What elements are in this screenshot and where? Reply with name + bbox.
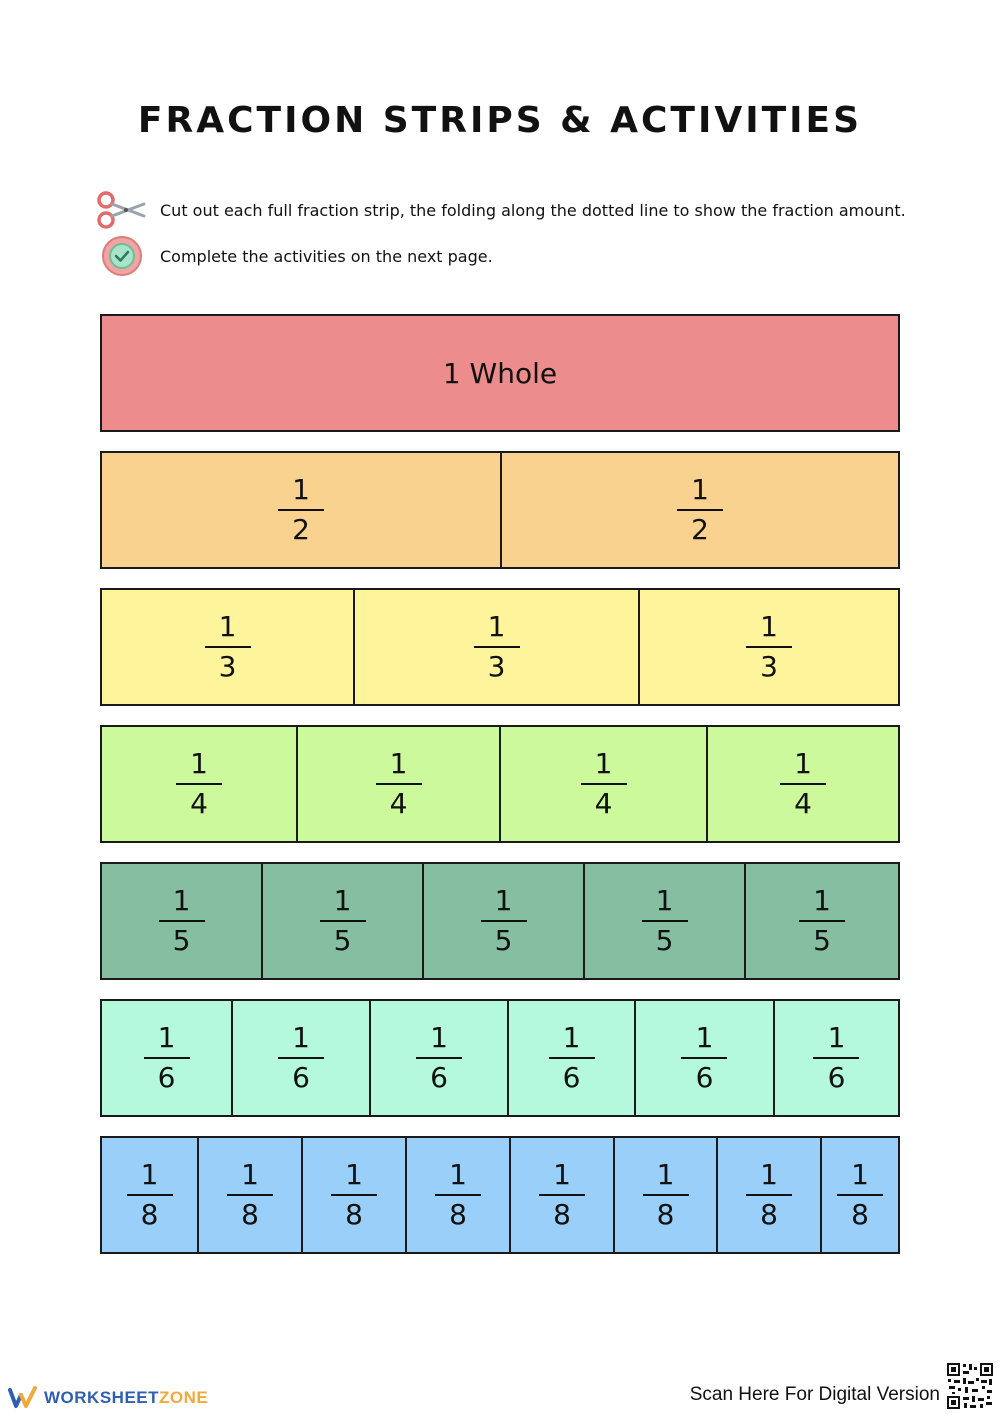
fraction-cell <box>102 1001 231 1115</box>
instruction-cut <box>94 188 906 232</box>
fraction-cell <box>102 727 296 841</box>
fraction-cell <box>716 1138 820 1252</box>
fraction-denominator: 8 <box>553 1198 571 1231</box>
fraction-numerator: 1 <box>813 884 831 917</box>
fraction-numerator: 1 <box>655 884 674 917</box>
fraction-cell <box>296 727 499 841</box>
fraction-denominator: 8 <box>760 1198 778 1231</box>
fraction-cell <box>706 727 898 841</box>
fraction-bar <box>799 920 845 922</box>
fraction-cell <box>613 1138 716 1252</box>
fraction-numerator: 1 <box>494 884 513 917</box>
check-circle-icon <box>94 234 150 278</box>
fraction-bar <box>746 646 792 648</box>
worksheet-zone-logo <box>8 1384 208 1412</box>
fraction-numerator: 1 <box>553 1158 571 1191</box>
fraction-cell <box>405 1138 509 1252</box>
fraction-numerator: 1 <box>594 747 613 780</box>
fraction-denominator: 5 <box>333 924 352 957</box>
fraction-bar <box>205 646 251 648</box>
fraction-bar <box>837 1194 883 1196</box>
fraction-bar <box>176 783 222 785</box>
fraction-bar <box>581 783 627 785</box>
strip-sixths <box>100 999 900 1117</box>
fraction-cell <box>197 1138 301 1252</box>
fraction-numerator: 1 <box>656 1158 675 1191</box>
strip-eighths <box>100 1136 900 1254</box>
strip-thirds <box>100 588 900 706</box>
fraction-numerator: 1 <box>345 1158 363 1191</box>
fraction-denominator: 5 <box>494 924 513 957</box>
brand-name <box>44 1388 208 1408</box>
fraction-bar <box>227 1194 273 1196</box>
fraction-numerator: 1 <box>218 610 237 643</box>
fraction-denominator: 8 <box>851 1198 869 1231</box>
fraction-cell <box>102 864 261 978</box>
fraction-numerator: 1 <box>292 1021 310 1054</box>
fraction-denominator: 8 <box>140 1198 159 1231</box>
logo-mark-icon <box>8 1386 38 1410</box>
fraction-denominator: 6 <box>827 1061 846 1094</box>
fraction-denominator: 8 <box>656 1198 675 1231</box>
strip-fourths <box>100 725 900 843</box>
fraction-numerator: 1 <box>851 1158 869 1191</box>
fraction-bar <box>642 920 688 922</box>
fraction-numerator: 1 <box>292 473 310 506</box>
fraction-numerator: 1 <box>430 1021 448 1054</box>
fraction-numerator: 1 <box>691 473 709 506</box>
fraction-numerator: 1 <box>157 1021 176 1054</box>
fraction-cell <box>634 1001 773 1115</box>
fraction-cell <box>353 590 638 704</box>
brand-part-1: WORKSHEET <box>44 1388 159 1407</box>
fraction-numerator: 1 <box>760 1158 778 1191</box>
fraction-numerator: 1 <box>190 747 208 780</box>
fraction-numerator: 1 <box>487 610 506 643</box>
fraction-denominator: 3 <box>218 650 237 683</box>
fraction-bar <box>481 920 527 922</box>
fraction-bar <box>416 1057 462 1059</box>
fraction-denominator: 3 <box>487 650 506 683</box>
fraction-cell <box>773 1001 898 1115</box>
instruction-complete <box>94 234 493 278</box>
fraction-cell <box>231 1001 369 1115</box>
fraction-bar <box>278 509 324 511</box>
whole-strip: 1 Whole <box>100 314 900 432</box>
fraction-cell <box>638 590 898 704</box>
fraction-denominator: 5 <box>813 924 831 957</box>
fraction-denominator: 6 <box>292 1061 310 1094</box>
fraction-bar <box>474 646 520 648</box>
fraction-bar <box>278 1057 324 1059</box>
fraction-denominator: 3 <box>760 650 778 683</box>
fraction-bar <box>813 1057 859 1059</box>
fraction-denominator: 4 <box>389 787 408 820</box>
fraction-cell <box>261 864 422 978</box>
page-title: FRACTION STRIPS & ACTIVITIES <box>137 100 863 141</box>
fraction-bar <box>643 1194 689 1196</box>
fraction-denominator: 5 <box>655 924 674 957</box>
fraction-cell <box>369 1001 507 1115</box>
fraction-numerator: 1 <box>760 610 778 643</box>
fraction-denominator: 4 <box>794 787 812 820</box>
fraction-cell <box>500 453 898 567</box>
fraction-denominator: 8 <box>345 1198 363 1231</box>
fraction-bar <box>681 1057 727 1059</box>
fraction-denominator: 4 <box>594 787 613 820</box>
fraction-cell <box>499 727 706 841</box>
brand-part-2: ZONE <box>159 1388 209 1407</box>
fraction-bar <box>746 1194 792 1196</box>
fraction-denominator: 5 <box>172 924 191 957</box>
fraction-denominator: 6 <box>430 1061 448 1094</box>
fraction-numerator: 1 <box>562 1021 581 1054</box>
strip-halves <box>100 451 900 569</box>
fraction-numerator: 1 <box>140 1158 159 1191</box>
fraction-bar <box>677 509 723 511</box>
fraction-cell <box>301 1138 405 1252</box>
fraction-cell <box>102 1138 197 1252</box>
fraction-denominator: 8 <box>241 1198 259 1231</box>
fraction-cell <box>102 453 500 567</box>
fraction-bar <box>331 1194 377 1196</box>
fraction-bar <box>435 1194 481 1196</box>
fraction-denominator: 6 <box>695 1061 714 1094</box>
fraction-bar <box>144 1057 190 1059</box>
fraction-cell <box>102 590 353 704</box>
scissors-icon <box>94 188 150 232</box>
fraction-bar <box>539 1194 585 1196</box>
fraction-denominator: 6 <box>562 1061 581 1094</box>
fraction-denominator: 2 <box>691 513 709 546</box>
fraction-denominator: 2 <box>292 513 310 546</box>
fraction-cell <box>509 1138 613 1252</box>
fraction-cell <box>583 864 744 978</box>
fraction-cell <box>744 864 898 978</box>
fraction-bar <box>780 783 826 785</box>
scan-text: Scan Here For Digital Version <box>689 1384 940 1405</box>
fraction-denominator: 6 <box>157 1061 176 1094</box>
fraction-numerator: 1 <box>333 884 352 917</box>
fraction-denominator: 4 <box>190 787 208 820</box>
fraction-numerator: 1 <box>794 747 812 780</box>
fraction-numerator: 1 <box>827 1021 846 1054</box>
fraction-numerator: 1 <box>389 747 408 780</box>
instruction-text: Complete the activities on the next page. <box>160 246 493 266</box>
fraction-cell <box>422 864 583 978</box>
fraction-numerator: 1 <box>172 884 191 917</box>
fraction-numerator: 1 <box>695 1021 714 1054</box>
fraction-bar <box>159 920 205 922</box>
strip-fifths <box>100 862 900 980</box>
instruction-text: Cut out each full fraction strip, the folding along the dotted line to show the fraction amount. <box>160 200 906 220</box>
fraction-cell <box>507 1001 634 1115</box>
fraction-cell <box>820 1138 898 1252</box>
fraction-bar <box>320 920 366 922</box>
fraction-bar <box>376 783 422 785</box>
fraction-numerator: 1 <box>241 1158 259 1191</box>
qr-code-icon[interactable] <box>946 1362 994 1410</box>
fraction-denominator: 8 <box>449 1198 467 1231</box>
fraction-bar <box>549 1057 595 1059</box>
fraction-bar <box>127 1194 173 1196</box>
fraction-numerator: 1 <box>449 1158 467 1191</box>
